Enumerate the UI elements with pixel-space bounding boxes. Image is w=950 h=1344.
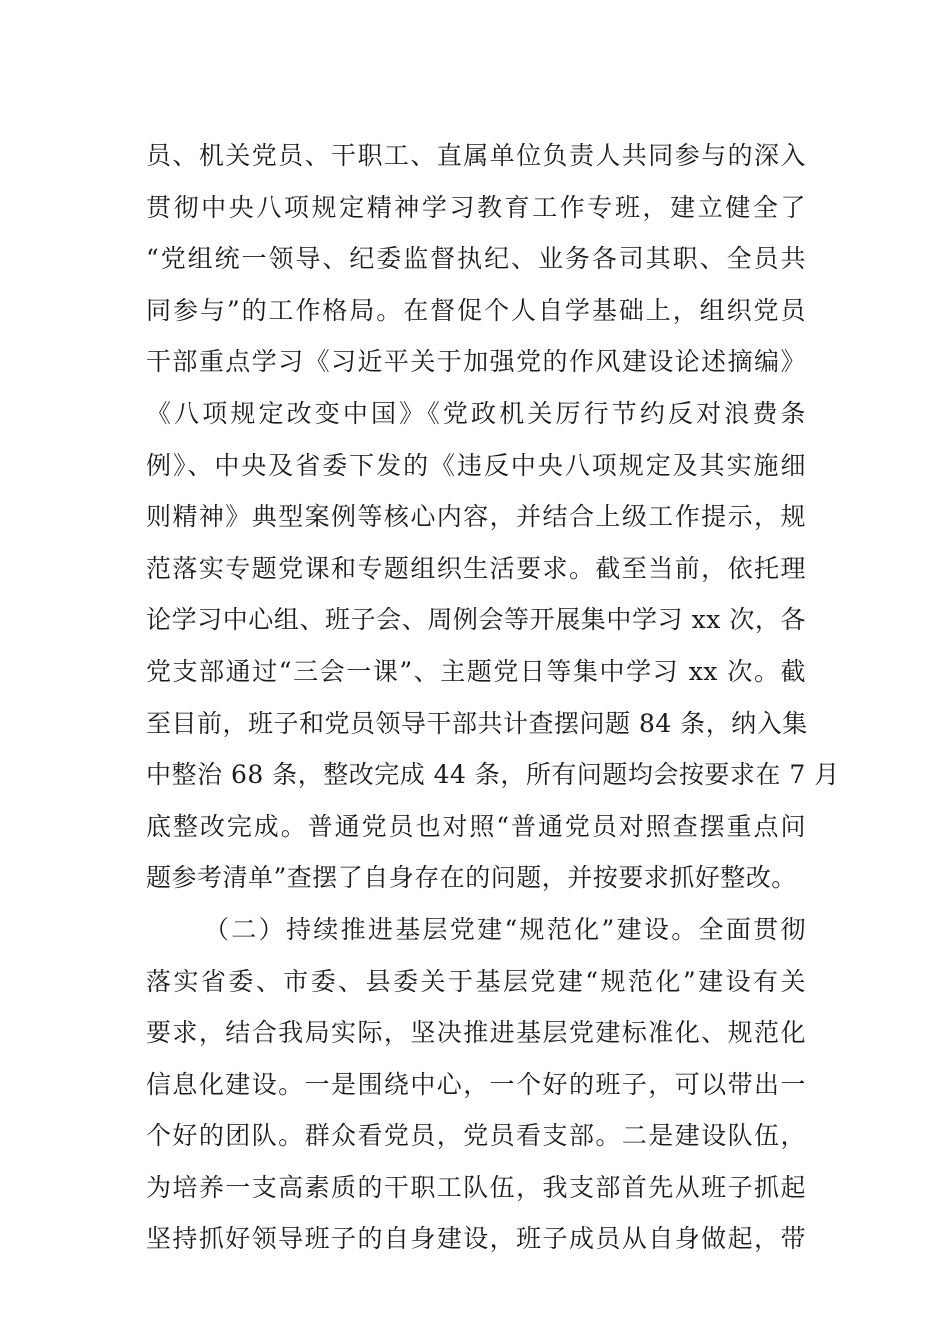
- text-line-8: 则精神》典型案例等核心内容，并结合上级工作提示，规: [146, 502, 806, 532]
- text-line-17: 落实省委、市委、县委关于基层党建“规范化”建设有关: [146, 966, 806, 996]
- text-line-14: 底整改完成。普通党员也对照“普通党员对照查摆重点问: [146, 811, 806, 841]
- text-line-20: 个好的团队。群众看党员，党员看支部。二是建设队伍，: [146, 1121, 806, 1151]
- text-line-18: 要求，结合我局实际，坚决推进基层党建标准化、规范化: [146, 1018, 806, 1048]
- text-line-7: 例》、中央及省委下发的《违反中央八项规定及其实施细: [146, 450, 806, 480]
- text-line-3: “党组统一领导、纪委监督执纪、业务各司其职、全员共: [146, 244, 806, 274]
- text-line-5: 干部重点学习《习近平关于加强党的作风建设论述摘编》: [146, 347, 806, 377]
- section-heading-line: （二）持续推进基层党建“规范化”建设。全面贯彻: [204, 914, 806, 944]
- text-line-10: 论学习中心组、班子会、周例会等开展集中学习 xx 次，各: [146, 605, 806, 635]
- text-line-1: 员、机关党员、干职工、直属单位负责人共同参与的深入: [146, 141, 806, 170]
- text-line-19: 信息化建设。一是围绕中心，一个好的班子，可以带出一: [146, 1069, 806, 1099]
- text-line-4: 同参与”的工作格局。在督促个人自学基础上，组织党员: [146, 295, 806, 325]
- text-line-21: 为培养一支高素质的干职工队伍，我支部首先从班子抓起: [146, 1172, 806, 1202]
- text-line-22: 坚持抓好领导班子的自身建设，班子成员从自身做起，带: [146, 1224, 806, 1254]
- text-line-6: 《八项规定改变中国》《党政机关厉行节约反对浪费条: [146, 398, 806, 428]
- body-text: [146, 130, 840, 1265]
- text-line-12: 至目前，班子和党员领导干部共计查摆问题 84 条，纳入集: [146, 708, 808, 738]
- text-line-13: 中整治 68 条，整改完成 44 条，所有问题均会按要求在 7 月: [146, 760, 840, 790]
- text-line-11: 党支部通过“三会一课”、主题党日等集中学习 xx 次。截: [146, 656, 806, 686]
- text-line-9: 范落实专题党课和专题组织生活要求。截至当前，依托理: [146, 553, 806, 583]
- text-line-2: 贯彻中央八项规定精神学习教育工作专班，建立健全了: [146, 192, 806, 222]
- text-line-15: 题参考清单”查摆了自身存在的问题，并按要求抓好整改。: [146, 863, 797, 893]
